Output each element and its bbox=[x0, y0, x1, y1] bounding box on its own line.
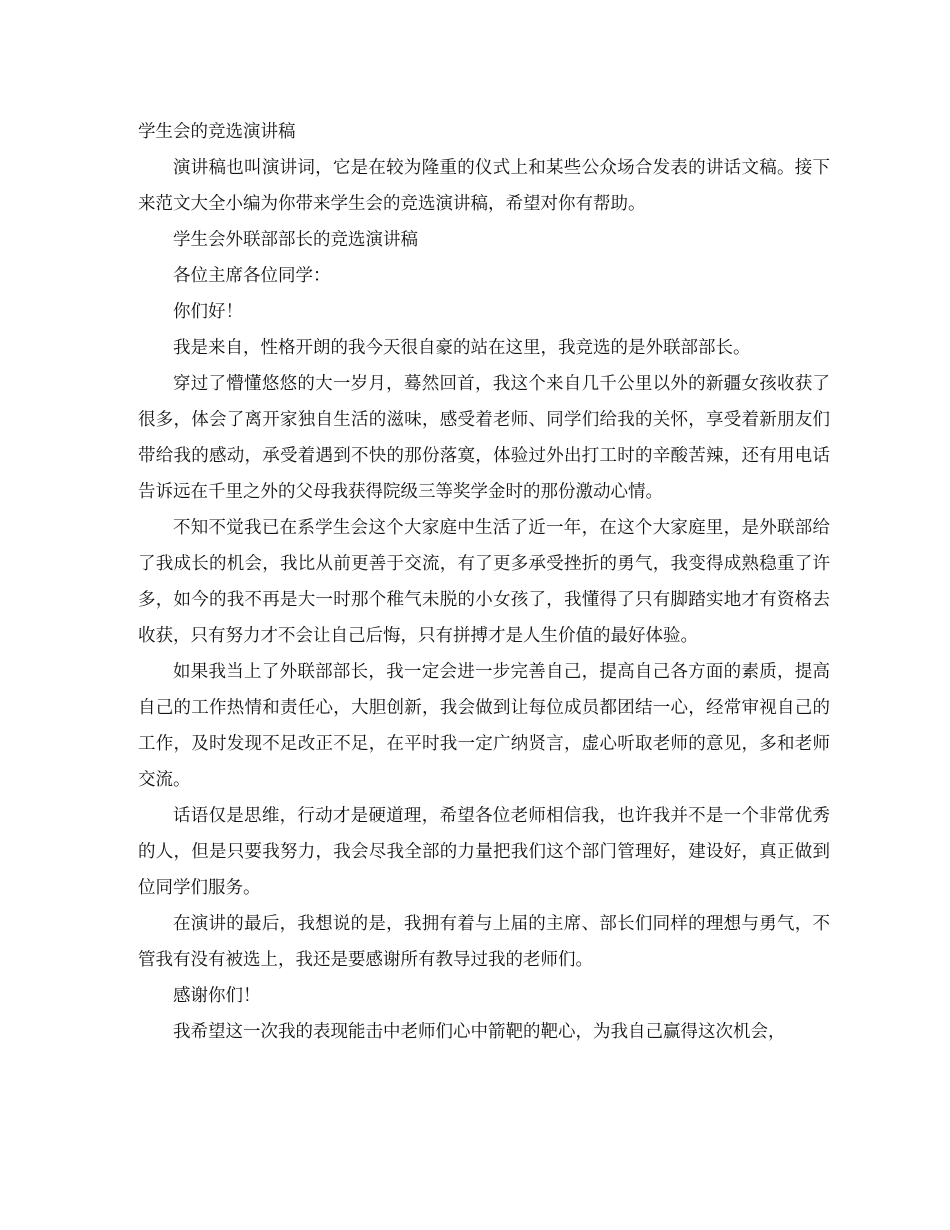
paragraph-closing: 在演讲的最后，我想说的是，我拥有着与上届的主席、部长们同样的理想与勇气，不管我有没有被选上，我还是要感谢所有教导过我的老师们。 bbox=[138, 914, 830, 970]
paragraph-action: 话语仅是思维，行动才是硬道理，希望各位老师相信我，也许我并不是一个非常优秀的人，但是只要我努力，我会尽我全部的力量把我们这个部门管理好，建设好，真正做到位同学们服务。 bbox=[138, 806, 830, 898]
paragraph-plans: 如果我当上了外联部部长，我一定会进一步完善自己，提高自己各方面的素质，提高自己的工作热情和责任心，大胆创新，我会做到让每位成员都团结一心，经常审视自己的工作，及时发现不足改正不足，在平时我一定广纳贤言，虚心听取老师的意见，多和老师交流。 bbox=[138, 662, 830, 790]
paragraph-subtitle: 学生会外联部部长的竞选演讲稿 bbox=[173, 230, 418, 250]
paragraph-self-intro: 我是来自，性格开朗的我今天很自豪的站在这里，我竞选的是外联部部长。 bbox=[173, 338, 751, 358]
paragraph-salutation: 各位主席各位同学： bbox=[173, 266, 331, 286]
paragraph-freshman-year: 穿过了懵懂悠悠的大一岁月，蓦然回首，我这个来自几千公里以外的新疆女孩收获了很多，体会了离开家独自生活的滋味，感受着老师、同学们给我的关怀，享受着新朋友们带给我的感动，承受着遇到不快的那份落寞，体验过外出打工时的辛酸苦辣，还有用电话告诉远在千里之外的父母我获得院级三等奖学金时的那份激动心情。 bbox=[138, 374, 830, 502]
paragraph-growth: 不知不觉我已在系学生会这个大家庭中生活了近一年，在这个大家庭里，是外联部给了我成长的机会，我比从前更善于交流，有了更多承受挫折的勇气，我变得成熟稳重了许多，如今的我不再是大一时那个稚气未脱的小女孩了，我懂得了只有脚踏实地才有资格去收获，只有努力才不会让自己后悔，只有拼搏才是人生价值的最好体验。 bbox=[138, 518, 830, 646]
paragraph-greeting: 你们好！ bbox=[173, 302, 243, 322]
paragraph-thanks: 感谢你们！ bbox=[173, 986, 261, 1006]
document-page bbox=[138, 114, 830, 1050]
document-title: 学生会的竞选演讲稿 bbox=[138, 122, 296, 142]
paragraph-hope: 我希望这一次我的表现能击中老师们心中箭靶的靶心，为我自己赢得这次机会， bbox=[173, 1022, 786, 1042]
paragraph-intro: 演讲稿也叫演讲词，它是在较为隆重的仪式上和某些公众场合发表的讲话文稿。接下来范文大全小编为你带来学生会的竞选演讲稿，希望对你有帮助。 bbox=[138, 158, 830, 214]
